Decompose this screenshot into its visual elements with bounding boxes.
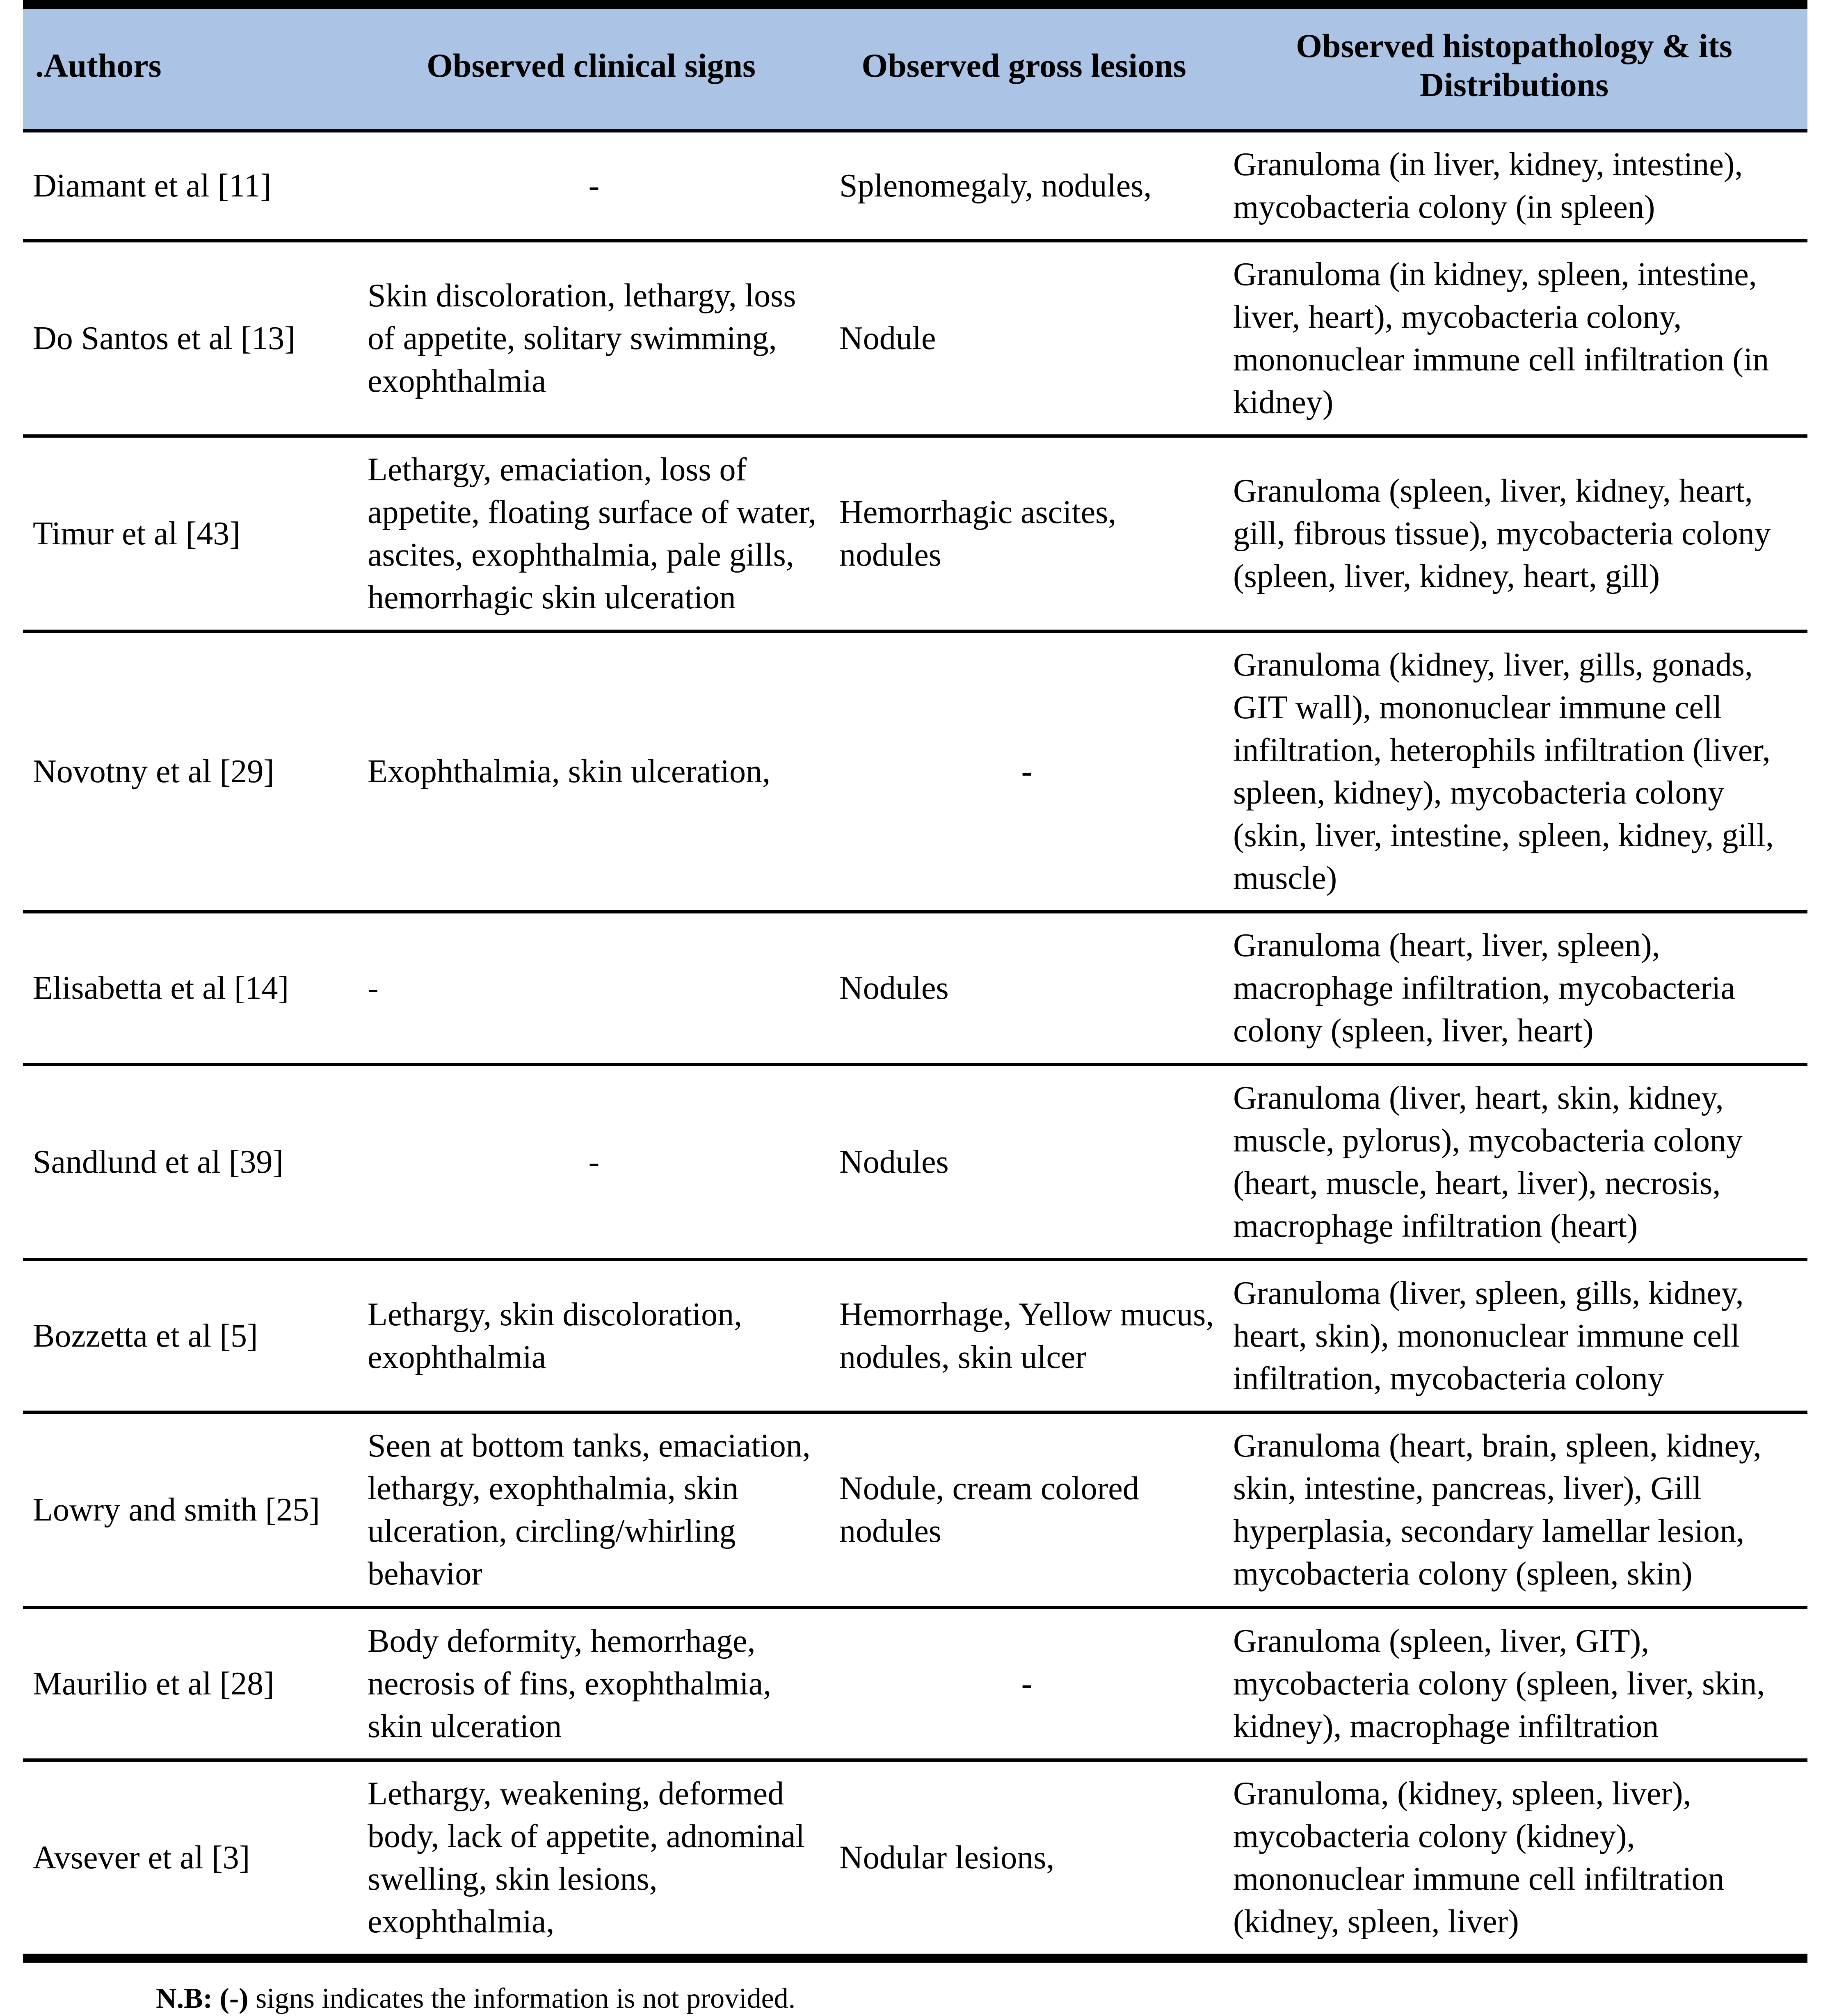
column-header-authors: .Authors	[23, 5, 355, 131]
table-header	[23, 5, 1807, 131]
cell-histopathology: Granuloma (in kidney, spleen, intestine, liver, heart), mycobacteria colony, mononuclear immune cell infiltration (in kidney)	[1221, 241, 1807, 436]
cell-gross-lesions: Nodule	[827, 241, 1221, 436]
cell-gross-lesions: -	[827, 1607, 1221, 1760]
cell-authors: Lowry and smith [25]	[23, 1412, 355, 1607]
cell-histopathology: Granuloma (spleen, liver, GIT), mycobacteria colony (spleen, liver, skin, kidney), macrophage infiltration	[1221, 1607, 1807, 1760]
column-header-histopathology: Observed histopathology & its Distributions	[1221, 5, 1807, 131]
cell-clinical-signs: -	[355, 1064, 827, 1260]
cell-clinical-signs: Skin discoloration, lethargy, loss of appetite, solitary swimming, exophthalmia	[355, 241, 827, 436]
table-row	[23, 1412, 1807, 1607]
table-footnote	[156, 1982, 1830, 2016]
cell-histopathology: Granuloma, (kidney, spleen, liver), mycobacteria colony (kidney), mononuclear immune cell infiltration (kidney, spleen, liver)	[1221, 1760, 1807, 1958]
cell-authors: Sandlund et al [39]	[23, 1064, 355, 1260]
cell-authors: Bozzetta et al [5]	[23, 1260, 355, 1412]
table-row	[23, 131, 1807, 241]
table-row	[23, 1760, 1807, 1958]
cell-authors: Maurilio et al [28]	[23, 1607, 355, 1760]
cell-histopathology: Granuloma (liver, spleen, gills, kidney, heart, skin), mononuclear immune cell infiltration, mycobacteria colony	[1221, 1260, 1807, 1412]
table-row	[23, 912, 1807, 1064]
cell-authors: Avsever et al [3]	[23, 1760, 355, 1958]
table-row	[23, 1607, 1807, 1760]
table-row	[23, 241, 1807, 436]
cell-histopathology: Granuloma (spleen, liver, kidney, heart, gill, fibrous tissue), mycobacteria colony (spleen, liver, kidney, heart, gill)	[1221, 436, 1807, 631]
review-table	[23, 0, 1807, 1963]
cell-histopathology: Granuloma (liver, heart, skin, kidney, muscle, pylorus), mycobacteria colony (heart, muscle, heart, liver), necrosis, macrophage infiltration (heart)	[1221, 1064, 1807, 1260]
cell-clinical-signs: Lethargy, weakening, deformed body, lack of appetite, adnominal swelling, skin lesions, exophthalmia,	[355, 1760, 827, 1958]
cell-gross-lesions: Hemorrhagic ascites, nodules	[827, 436, 1221, 631]
cell-clinical-signs: Lethargy, skin discoloration, exophthalmia	[355, 1260, 827, 1412]
cell-clinical-signs: Seen at bottom tanks, emaciation, lethargy, exophthalmia, skin ulceration, circling/whirling behavior	[355, 1412, 827, 1607]
cell-authors: Elisabetta et al [14]	[23, 912, 355, 1064]
table-body	[23, 131, 1807, 1959]
cell-authors: Timur et al [43]	[23, 436, 355, 631]
column-header-clinical-signs: Observed clinical signs	[355, 5, 827, 131]
footnote-bold-prefix: N.B: (-)	[156, 1983, 249, 2015]
table-row	[23, 1064, 1807, 1260]
footnote-text: signs indicates the information is not provided.	[248, 1983, 796, 2015]
cell-histopathology: Granuloma (heart, liver, spleen), macrophage infiltration, mycobacteria colony (spleen, liver, heart)	[1221, 912, 1807, 1064]
column-header-gross-lesions: Observed gross lesions	[827, 5, 1221, 131]
cell-clinical-signs: -	[355, 131, 827, 241]
cell-clinical-signs: Lethargy, emaciation, loss of appetite, floating surface of water, ascites, exophthalmia, pale gills, hemorrhagic skin ulceration	[355, 436, 827, 631]
cell-authors: Diamant et al [11]	[23, 131, 355, 241]
cell-gross-lesions: -	[827, 631, 1221, 912]
cell-authors: Do Santos et al [13]	[23, 241, 355, 436]
cell-histopathology: Granuloma (kidney, liver, gills, gonads, GIT wall), mononuclear immune cell infiltration, heterophils infiltration (liver, spleen, kidney), mycobacteria colony (skin, liver, intestine, spleen, kidney, gill, muscle)	[1221, 631, 1807, 912]
cell-histopathology: Granuloma (heart, brain, spleen, kidney, skin, intestine, pancreas, liver), Gill hyperplasia, secondary lamellar lesion, mycobacteria colony (spleen, skin)	[1221, 1412, 1807, 1607]
cell-clinical-signs: Exophthalmia, skin ulceration,	[355, 631, 827, 912]
cell-gross-lesions: Nodules	[827, 912, 1221, 1064]
cell-clinical-signs: Body deformity, hemorrhage, necrosis of fins, exophthalmia, skin ulceration	[355, 1607, 827, 1760]
table-row	[23, 1260, 1807, 1412]
cell-gross-lesions: Splenomegaly, nodules,	[827, 131, 1221, 241]
cell-gross-lesions: Hemorrhage, Yellow mucus, nodules, skin ulcer	[827, 1260, 1221, 1412]
cell-gross-lesions: Nodular lesions,	[827, 1760, 1221, 1958]
cell-gross-lesions: Nodule, cream colored nodules	[827, 1412, 1221, 1607]
table-row	[23, 436, 1807, 631]
cell-gross-lesions: Nodules	[827, 1064, 1221, 1260]
cell-authors: Novotny et al [29]	[23, 631, 355, 912]
table-row	[23, 631, 1807, 912]
header-row	[23, 5, 1807, 131]
cell-histopathology: Granuloma (in liver, kidney, intestine), mycobacteria colony (in spleen)	[1221, 131, 1807, 241]
cell-clinical-signs: -	[355, 912, 827, 1064]
